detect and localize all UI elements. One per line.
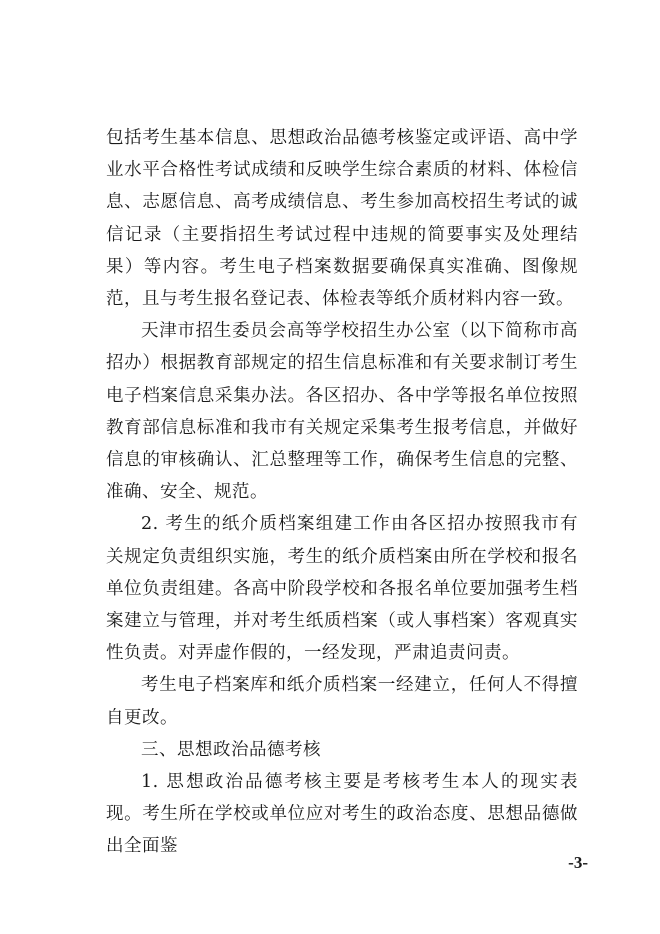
document-body [106, 122, 578, 863]
paragraph-collection-method: 天津市招生委员会高等学校招生办公室（以下简称市高招办）根据教育部规定的招生信息标准和有关要求制订考生电子档案信息采集办法。各区招办、各中学等报名单位按照教育部信息标准和我市有关规定采集考生报考信息，并做好信息的审核确认、汇总整理等工作，确保考生信息的完整、准确、安全、规范。 [106, 321, 578, 503]
paragraph-archive-contents: 包括考生基本信息、思想政治品德考核鉴定或评语、高中学业水平合格性考试成绩和反映学生综合素质的材料、体检信息、志愿信息、高考成绩信息、考生参加高校招生考试的诚信记录（主要指招生考试过程中违规的简要事实及处理结果）等内容。考生电子档案数据要确保真实准确、图像规范，且与考生报名登记表、体检表等纸介质材料内容一致。 [106, 128, 578, 310]
paragraph-political-assessment: 1. 思想政治品德考核主要是考核考生本人的现实表现。考生所在学校或单位应对考生的政治态度、思想品德做出全面鉴 [106, 772, 578, 857]
paragraph-paper-archive: 2. 考生的纸介质档案组建工作由各区招办按照我市有关规定负责组织实施，考生的纸介质档案由所在学校和报名单位负责组建。各高中阶段学校和各报名单位要加强考生档案建立与管理，并对考生纸质档案（或人事档案）客观真实性负责。对弄虚作假的，一经发现，严肃追责问责。 [106, 514, 578, 664]
section-heading: 三、思想政治品德考核 [141, 739, 321, 760]
paragraph-no-modification: 考生电子档案库和纸介质档案一经建立，任何人不得擅自更改。 [106, 675, 578, 728]
page-number: -3- [568, 853, 588, 872]
